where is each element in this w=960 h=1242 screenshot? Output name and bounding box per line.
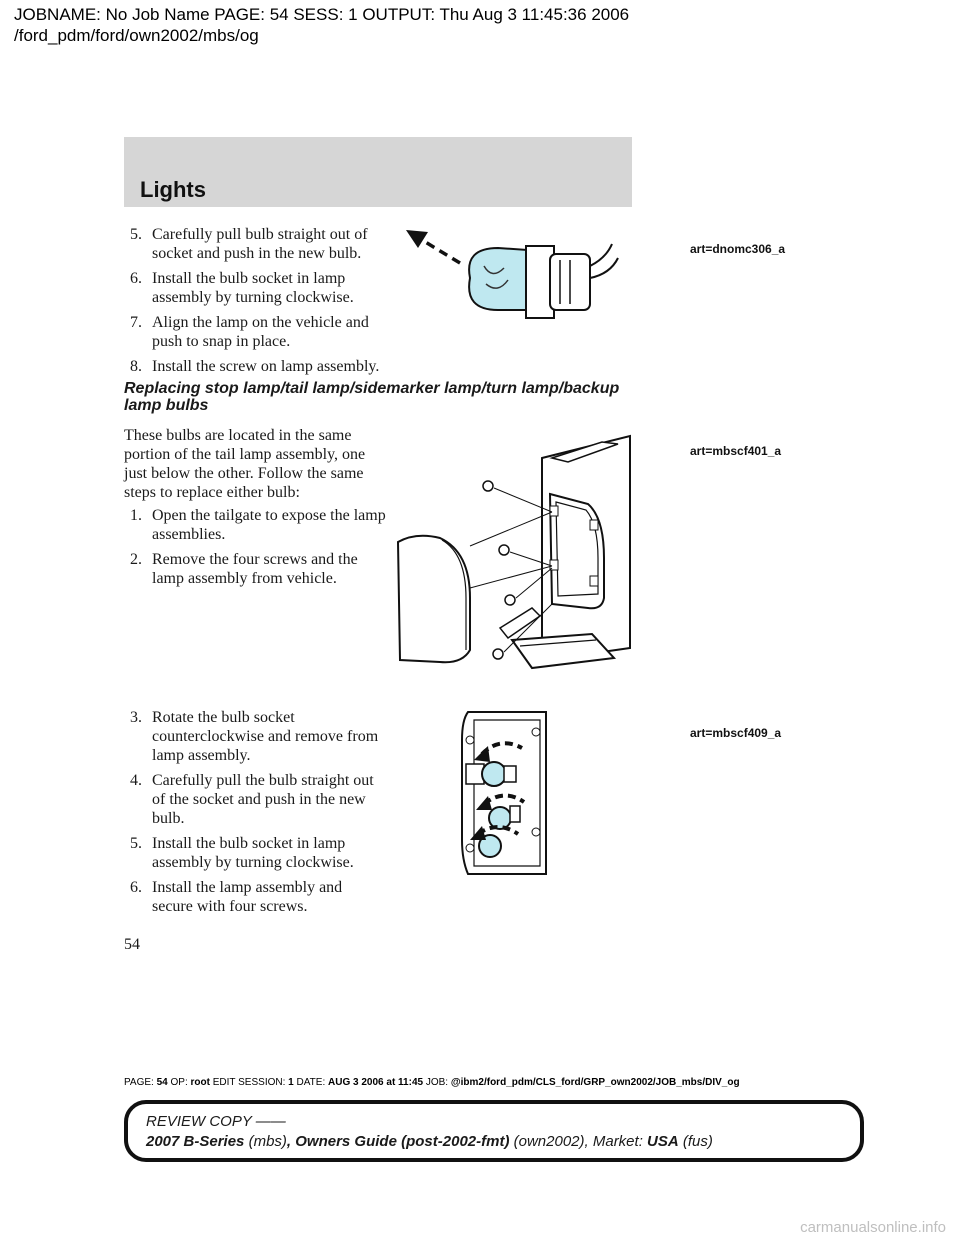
watermark: carmanualsonline.info (800, 1219, 946, 1236)
job-header (14, 4, 629, 46)
footer-metadata: PAGE: 54 OP: root EDIT SESSION: 1 DATE: AUG 3 2006 at 11:45 JOB: @ibm2/ford_pdm/CLS_ford/GRP_own2002/JOB_mbs/DIV_og (124, 1077, 740, 1088)
art-label-3: art=mbscf409_a (690, 726, 782, 740)
intro-paragraph: These bulbs are located in the same portion of the tail lamp assembly, one just below the other. Follow the same steps to replace either bulb: (124, 427, 366, 501)
steps-block-1 (124, 225, 386, 382)
list-item: 7. Align the lamp on the vehicle and push to snap in place. (130, 314, 369, 350)
section-band (124, 137, 632, 207)
subsection-heading: Replacing stop lamp/tail lamp/sidemarker lamp/turn lamp/backup lamp bulbs (124, 380, 620, 414)
section-title: Lights (140, 177, 206, 202)
list-item: 3. Rotate the bulb socket counterclockwise and remove from lamp assembly. (130, 709, 379, 764)
list-item: 4. Carefully pull the bulb straight out of the socket and push in the new bulb. (130, 772, 374, 827)
list-item: 6. Install the bulb socket in lamp assembly by turning clockwise. (130, 270, 354, 306)
steps-block-2 (124, 426, 386, 594)
review-copy-label: REVIEW COPY —— (146, 1113, 286, 1130)
bulb-socket-illustration (400, 218, 630, 348)
art-label-1: art=dnomc306_a (690, 242, 786, 256)
page-number: 54 (124, 936, 140, 953)
list-item: 6. Install the lamp assembly and secure with four screws. (130, 879, 343, 915)
list-item: 8. Install the screw on lamp assembly. (130, 358, 380, 375)
list-item: 1. Open the tailgate to expose the lamp assemblies. (130, 507, 386, 543)
list-item: 2. Remove the four screws and the lamp assembly from vehicle. (130, 551, 358, 587)
tail-lamp-removal-illustration (392, 428, 634, 672)
job-header-line2: /ford_pdm/ford/own2002/mbs/og (14, 26, 259, 45)
review-copy-details: 2007 B-Series (mbs), Owners Guide (post-2002-fmt) (own2002), Market: USA (fus) (146, 1133, 713, 1150)
art-label-2: art=mbscf401_a (690, 444, 782, 458)
steps-list-3 (124, 708, 386, 916)
list-item: 5. Carefully pull bulb straight out of socket and push in the new bulb. (130, 226, 368, 262)
job-header-line1: JOBNAME: No Job Name PAGE: 54 SESS: 1 OUTPUT: Thu Aug 3 11:45:36 2006 (14, 5, 630, 24)
review-copy-box (124, 1100, 864, 1162)
steps-list-1 (124, 225, 386, 376)
list-item: 5. Install the bulb socket in lamp assembly by turning clockwise. (130, 835, 354, 871)
steps-list-2 (124, 506, 386, 588)
steps-block-3 (124, 708, 386, 922)
lamp-assembly-rear-illustration (460, 710, 552, 876)
